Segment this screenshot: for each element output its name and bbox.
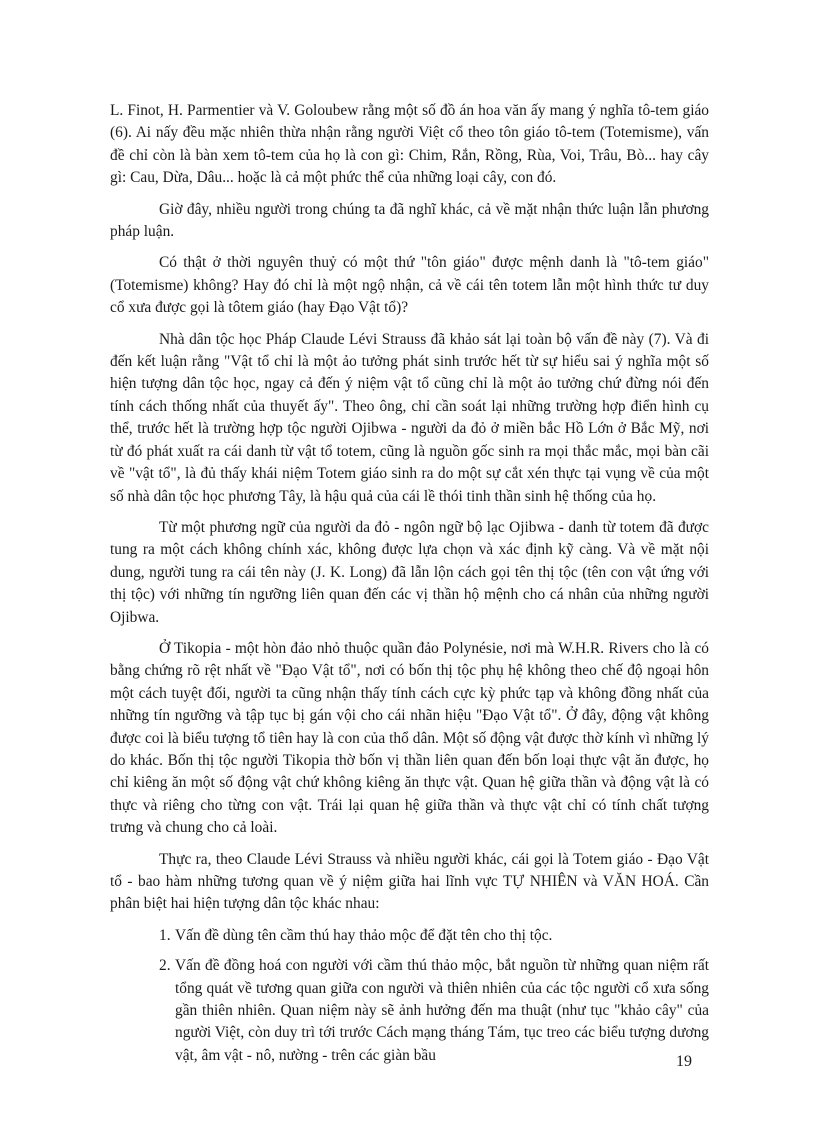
- paragraph-3: Có thật ở thời nguyên thuỷ có một thứ "tôn giáo" được mệnh danh là "tô-tem giáo" (Totemisme) không? Hay đó chỉ là một ngộ nhận, cả về cái tên totem lẫn một hình thức tư duy cổ xưa được gọi là tôtem giáo (hay Đạo Vật tổ)?: [110, 254, 709, 317]
- numbered-list: [110, 925, 709, 1067]
- list-item: [110, 925, 709, 947]
- list-item-text: Vấn đề dùng tên cầm thú hay thảo mộc để đặt tên cho thị tộc.: [175, 926, 553, 944]
- list-item-number: 1.: [159, 926, 171, 944]
- page-number: 19: [676, 1053, 692, 1070]
- paragraph-4: Nhà dân tộc học Pháp Claude Lévi Strauss đã khảo sát lại toàn bộ vấn đề này (7). Và đi đến kết luận rằng "Vật tổ chỉ là một ảo tưởng phát sinh trước hết từ sự hiểu sai ý nghĩa một số hiện tượng dân tộc học, ngay cả đến ý niệm vật tổ cũng chỉ là một ảo tưởng chứ đừng nói đến tính cách thống nhất của thuyết ấy". Theo ông, chỉ cần soát lại những trường hợp điển hình cụ thể, trước hết là trường hợp tộc người Ojibwa - người da đỏ ở miền bắc Hồ Lớn ở Bắc Mỹ, nơi từ đó phát xuất ra cái danh từ vật tổ totem, cũng là nguồn gốc sinh ra mọi thắc mắc, mọi bàn cãi về "vật tổ", là đủ thấy khái niệm Totem giáo sinh ra do một sự cắt xén thực tại vụng về của một số nhà dân tộc học phương Tây, là hậu quả của cái lề thói tinh thần sinh hệ thống của họ.: [110, 330, 709, 505]
- paragraph-7: Thực ra, theo Claude Lévi Strauss và nhiều người khác, cái gọi là Totem giáo - Đạo Vật tổ - bao hàm những tương quan về ý niệm giữa hai lĩnh vực TỰ NHIÊN và VĂN HOÁ. Cần phân biệt hai hiện tượng dân tộc khác nhau:: [110, 850, 709, 913]
- paragraph-5: Từ một phương ngữ của người da đỏ - ngôn ngữ bộ lạc Ojibwa - danh từ totem đã được tung ra một cách không chính xác, không được lựa chọn và xác định kỹ càng. Và về mặt nội dung, người tung ra cái tên này (J. K. Long) đã lẫn lộn cách gọi tên thị tộc (tên con vật ứng với thị tộc) với những tín ngưỡng liên quan đến các vị thần hộ mệnh cho cá nhân của những người Ojibwa.: [110, 518, 709, 626]
- list-item-text: Vấn đề đồng hoá con người với cầm thú thảo mộc, bắt nguồn từ những quan niệm rất tổng quát về tương quan giữa con người và thiên nhiên của các tộc người cổ xưa sống gần thiên nhiên. Quan niệm này sẽ ảnh hưởng đến ma thuật (như tục "khảo cây" của người Việt, còn duy trì tới trước Cách mạng tháng Tám, tục treo các biểu tượng dương vật, âm vật - nô, nường - trên các giàn bầu: [175, 957, 709, 1064]
- list-item: [110, 955, 709, 1067]
- paragraph-6: Ở Tikopia - một hòn đảo nhỏ thuộc quần đảo Polynésie, nơi mà W.H.R. Rivers cho là có bằng chứng rõ rệt nhất về "Đạo Vật tổ", nơi có bốn thị tộc phụ hệ không theo chế độ ngoại hôn một cách tuyệt đối, người ta cũng nhận thấy tính cách cực kỳ phức tạp và không đồng nhất của những tín ngưỡng và tập tục bị gán vội cho cái nhãn hiệu "Đạo Vật tổ". Ở đây, động vật không được coi là biểu tượng tổ tiên hay là con của thổ dân. Một số động vật được thờ kính vì những lý do khác. Bốn thị tộc người Tikopia thờ bốn vị thần liên quan đến bốn loại thực vật ăn được, họ chỉ kiêng ăn một số động vật chứ không kiêng ăn thực vật. Quan hệ giữa thần và động vật là có thực và riêng cho từng con vật. Trái lại quan hệ giữa thần và thực vật chỉ có tính chất tượng trưng và chung cho cả loài.: [110, 639, 709, 837]
- paragraph-1: L. Finot, H. Parmentier và V. Goloubew rằng một số đồ án hoa văn ấy mang ý nghĩa tô-tem giáo (6). Ai nấy đều mặc nhiên thừa nhận rằng người Việt cổ theo tôn giáo tô-tem (Totemisme), vấn đề chỉ còn là bàn xem tô-tem của họ là con gì: Chim, Rắn, Rồng, Rùa, Voi, Trâu, Bò... hay cây gì: Cau, Dừa, Dâu... hoặc là cả một phức thể của những loại cây, con đó.: [110, 102, 709, 187]
- paragraph-2: Giờ đây, nhiều người trong chúng ta đã nghĩ khác, cả về mặt nhận thức luận lẫn phương pháp luận.: [110, 200, 709, 241]
- list-item-number: 2.: [159, 957, 171, 975]
- page-body: [110, 100, 709, 1075]
